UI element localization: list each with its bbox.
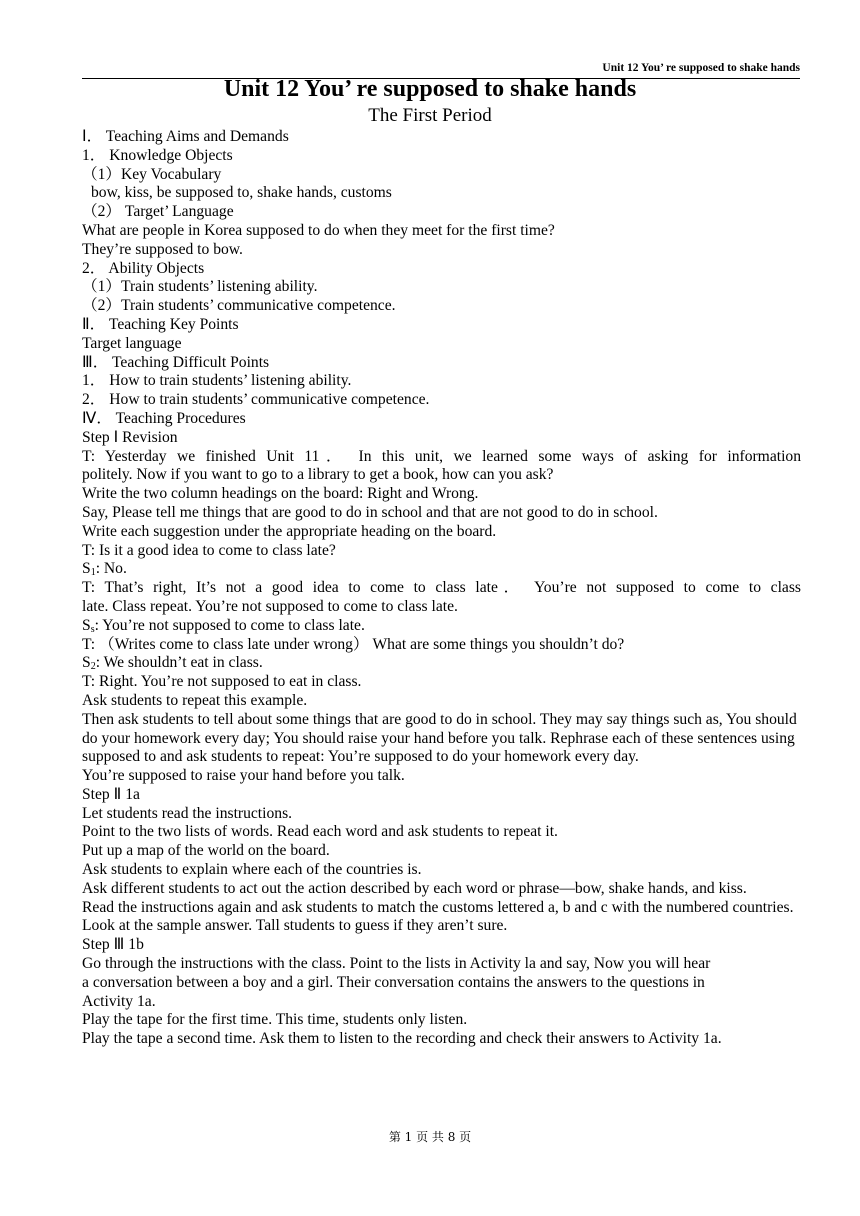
text-line: Say, Please tell me things that are good to do in school and that are not good to do in school. [82, 503, 658, 521]
dialogue-text: : No. [95, 560, 127, 578]
text-line: T: Yesterday we finished Unit 11． In this unit, we learned some ways of asking for information [82, 447, 801, 465]
dialogue-text: : We shouldn’t eat in class. [95, 654, 263, 672]
text-line: T: （Writes come to class late under wrong） What are some things you shouldn’t do? [82, 635, 625, 653]
text-line: Activity 1a. [82, 992, 156, 1010]
text-line: Ⅲ． Teaching Difficult Points [82, 353, 270, 371]
text-line: （2）Train students’ communicative competence. [82, 297, 396, 315]
text-line: Target language [82, 334, 182, 352]
text-line: They’re supposed to bow. [82, 240, 243, 258]
text-line: Go through the instructions with the class. Point to the lists in Activity la and say, Now you will hear [82, 955, 711, 973]
dialogue-line [82, 560, 801, 579]
text-line: T: Is it a good idea to come to class late? [82, 541, 336, 559]
text-line: Put up a map of the world on the board. [82, 842, 330, 860]
paragraph: Ask different students to act out the action described by each word or phrase—bow, shake hands, and kiss. [82, 879, 747, 897]
text-line: You’re supposed to raise your hand before you talk. [82, 767, 405, 785]
text-line: Ⅳ． Teaching Procedures [82, 409, 246, 427]
text-line: 2． How to train students’ communicative competence. [82, 391, 430, 409]
text-line: （1）Train students’ listening ability. [82, 278, 318, 296]
text-line: 1． How to train students’ listening ability. [82, 372, 352, 390]
text-line: Step Ⅲ 1b [82, 936, 144, 954]
text-line: a conversation between a boy and a girl. Their conversation contains the answers to the questions in [82, 973, 705, 991]
text-line: Look at the sample answer. Tall students to guess if they aren’t sure. [82, 917, 508, 935]
speaker-subscript: 1 [90, 567, 96, 579]
text-line: Play the tape for the first time. This time, students only listen. [82, 1011, 468, 1029]
text-line: late. Class repeat. You’re not supposed to come to class late. [82, 597, 458, 615]
text-line: politely. Now if you want to go to a library to get a book, how can you ask? [82, 466, 554, 484]
text-line: Point to the two lists of words. Read each word and ask students to repeat it. [82, 823, 558, 841]
speaker-label: S [82, 616, 91, 634]
text-line: bow, kiss, be supposed to, shake hands, customs [91, 184, 392, 202]
text-line: T: That’s right, It’s not a good idea to come to class late． You’re not supposed to come to class [82, 579, 801, 597]
paragraph: Then ask students to tell about some things that are good to do in school. They may say things such as, You should do your homework every day; You should raise your hand before you talk. Rephrase each of these sentences using supposed to and ask students to repeat: You’re supposed to do your homework every day. [82, 710, 797, 766]
speaker-label: S [82, 654, 91, 672]
page-footer: 第 1 页 共 8 页 [388, 1130, 472, 1144]
text-line: Step Ⅰ Revision [82, 428, 178, 446]
header-text: Unit 12 You’ re supposed to shake hands [602, 62, 800, 74]
text-line: （1）Key Vocabulary [82, 165, 222, 183]
text-line: Let students read the instructions. [82, 804, 293, 822]
text-line: （2） Target’ Language [82, 203, 234, 221]
speaker-subscript: s [90, 623, 95, 635]
speaker-label: S [82, 560, 91, 578]
text-line: Write each suggestion under the appropriate heading on the board. [82, 522, 497, 540]
document-subtitle: The First Period [368, 105, 492, 126]
dialogue-line [82, 617, 801, 636]
text-line: Ask students to repeat this example. [82, 691, 308, 709]
text-line: Ⅱ． Teaching Key Points [82, 315, 239, 333]
document-title: Unit 12 You’ re supposed to shake hands [223, 76, 637, 102]
text-line: 2． Ability Objects [82, 259, 205, 277]
text-line: 1． Knowledge Objects [82, 146, 233, 164]
document-body [82, 128, 801, 1049]
text-line: Step Ⅱ 1a [82, 785, 140, 803]
dialogue-text: : You’re not supposed to come to class late. [94, 616, 365, 634]
text-line: Ⅰ． Teaching Aims and Demands [82, 128, 289, 145]
text-line: T: Right. You’re not supposed to eat in class. [82, 673, 362, 691]
text-line: What are people in Korea supposed to do when they meet for the first time? [82, 221, 555, 239]
speaker-subscript: 2 [90, 661, 96, 673]
text-line: Write the two column headings on the board: Right and Wrong. [82, 485, 479, 503]
dialogue-line [82, 654, 801, 673]
paragraph: Read the instructions again and ask students to match the customs lettered a, b and c with the numbered countries. [82, 898, 794, 916]
paragraph: Play the tape a second time. Ask them to listen to the recording and check their answers to Activity 1a. [82, 1030, 722, 1048]
text-line: Ask students to explain where each of the countries is. [82, 861, 422, 879]
